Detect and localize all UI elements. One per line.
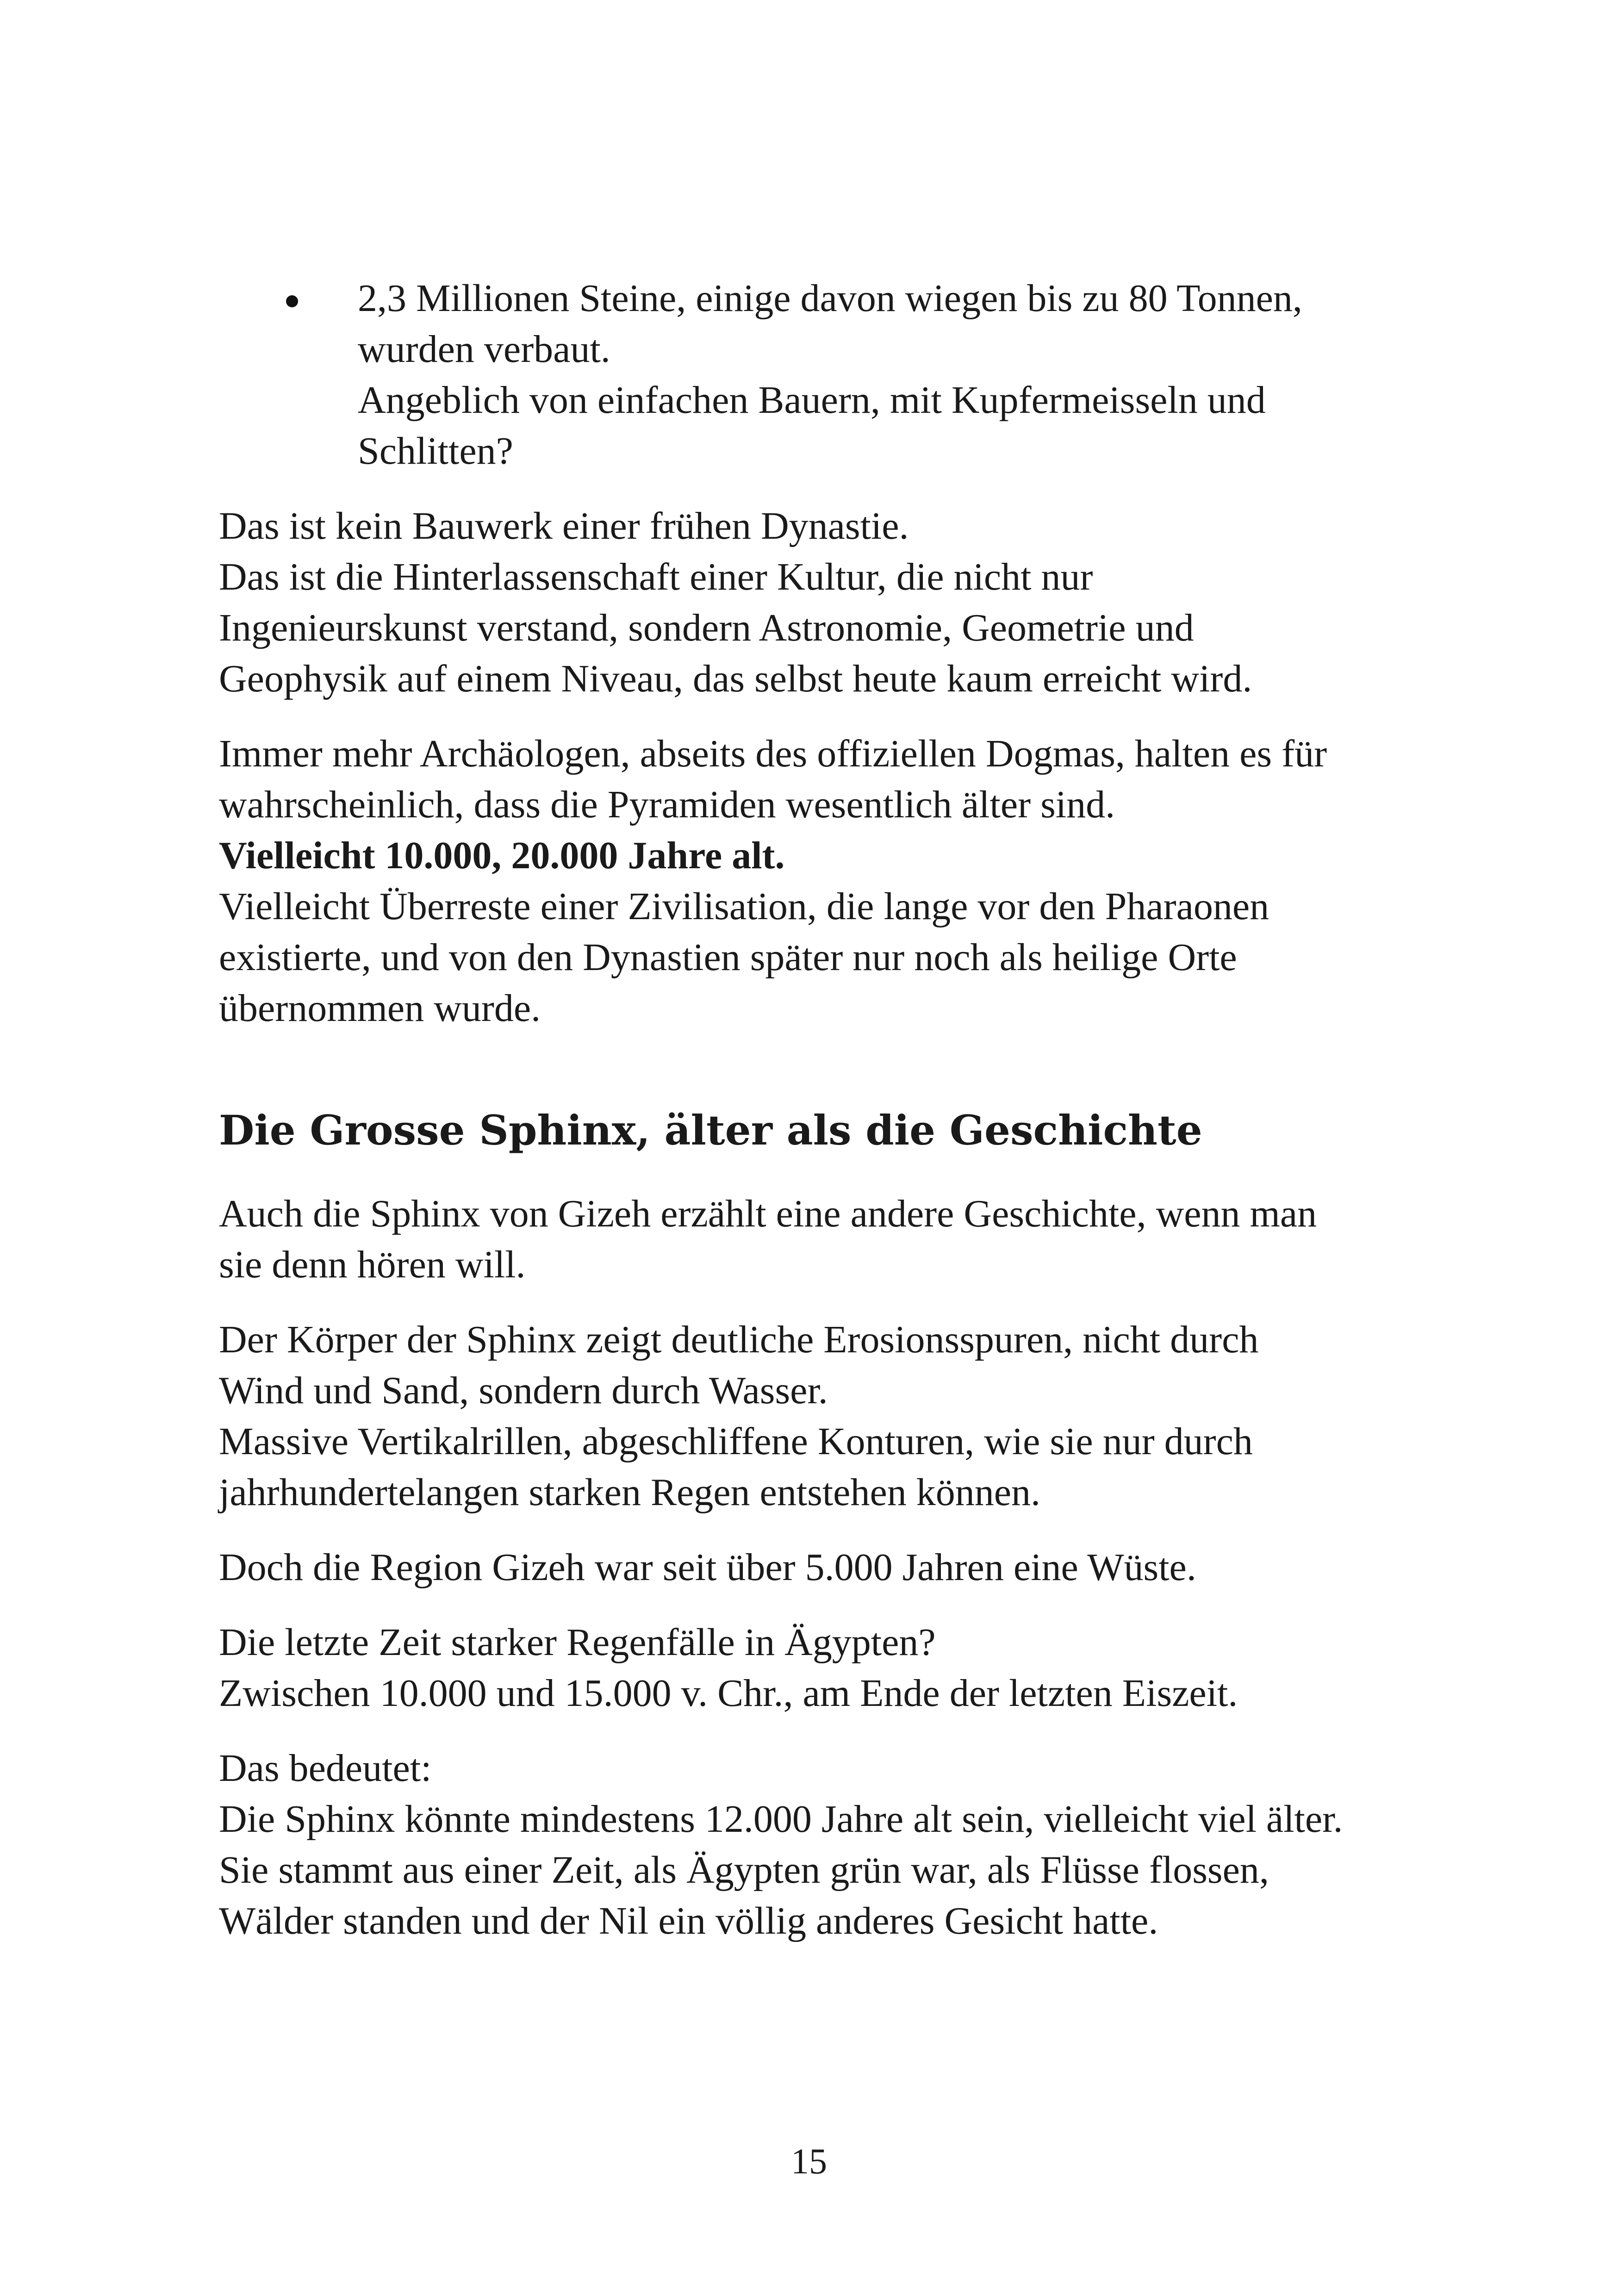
bold-text-line: Vielleicht 10.000, 20.000 Jahre alt. [219, 834, 785, 877]
text-line: existierte, und von den Dynastien später nur noch als heilige Orte [219, 936, 1237, 979]
text-line: Wälder standen und der Nil ein völlig anderes Gesicht hatte. [219, 1899, 1158, 1942]
text-line: Das ist kein Bauwerk einer frühen Dynastie. [219, 504, 909, 548]
text-line: Der Körper der Sphinx zeigt deutliche Erosionsspuren, nicht durch [219, 1318, 1259, 1361]
paragraph [219, 728, 1404, 1034]
text-line: Angeblich von einfachen Bauern, mit Kupfermeisseln und [358, 379, 1266, 422]
page-content [219, 273, 1404, 1971]
text-line: Das bedeutet: [219, 1747, 432, 1790]
text-line: 2,3 Millionen Steine, einige davon wiegen bis zu 80 Tonnen, [358, 277, 1302, 320]
text-line: Die Sphinx könnte mindestens 12.000 Jahre alt sein, vielleicht viel älter. [219, 1798, 1343, 1841]
text-line: übernommen wurde. [219, 987, 541, 1030]
text-line: wurden verbaut. [358, 328, 610, 371]
text-line: Die letzte Zeit starker Regenfälle in Ägypten? [219, 1621, 936, 1664]
bullet-list-item [358, 273, 1404, 477]
text-line: Immer mehr Archäologen, abseits des offiziellen Dogmas, halten es für [219, 732, 1327, 775]
text-line: Massive Vertikalrillen, abgeschliffene Konturen, wie sie nur durch [219, 1420, 1253, 1463]
section-heading: Die Grosse Sphinx, älter als die Geschichte [219, 1106, 1202, 1154]
text-line: Zwischen 10.000 und 15.000 v. Chr., am Ende der letzten Eiszeit. [219, 1672, 1238, 1715]
paragraph [219, 1743, 1404, 1947]
paragraph [219, 501, 1404, 704]
text-line: wahrscheinlich, dass die Pyramiden wesentlich älter sind. [219, 783, 1115, 826]
text-line: Sie stammt aus einer Zeit, als Ägypten grün war, als Flüsse flossen, [219, 1848, 1269, 1892]
text-line: Wind und Sand, sondern durch Wasser. [219, 1369, 828, 1412]
text-line: Schlitten? [358, 429, 513, 473]
page-number: 15 [791, 2141, 827, 2181]
text-line: Geophysik auf einem Niveau, das selbst heute kaum erreicht wird. [219, 657, 1252, 700]
text-line: sie denn hören will. [219, 1243, 526, 1286]
text-line: Auch die Sphinx von Gizeh erzählt eine andere Geschichte, wenn man [219, 1192, 1317, 1235]
bullet-icon [286, 295, 298, 307]
text-line: Ingenieurskunst verstand, sondern Astronomie, Geometrie und [219, 606, 1194, 649]
paragraph [219, 1314, 1404, 1518]
paragraph [219, 1617, 1404, 1719]
text-line: jahrhundertelangen starken Regen entstehen können. [219, 1471, 1041, 1514]
paragraph [219, 1188, 1404, 1290]
text-line: Das ist die Hinterlassenschaft einer Kultur, die nicht nur [219, 555, 1093, 598]
paragraph [219, 1542, 1404, 1593]
text-line: Doch die Region Gizeh war seit über 5.000 Jahren eine Wüste. [219, 1546, 1196, 1589]
text-line: Vielleicht Überreste einer Zivilisation, die lange vor den Pharaonen [219, 885, 1270, 928]
